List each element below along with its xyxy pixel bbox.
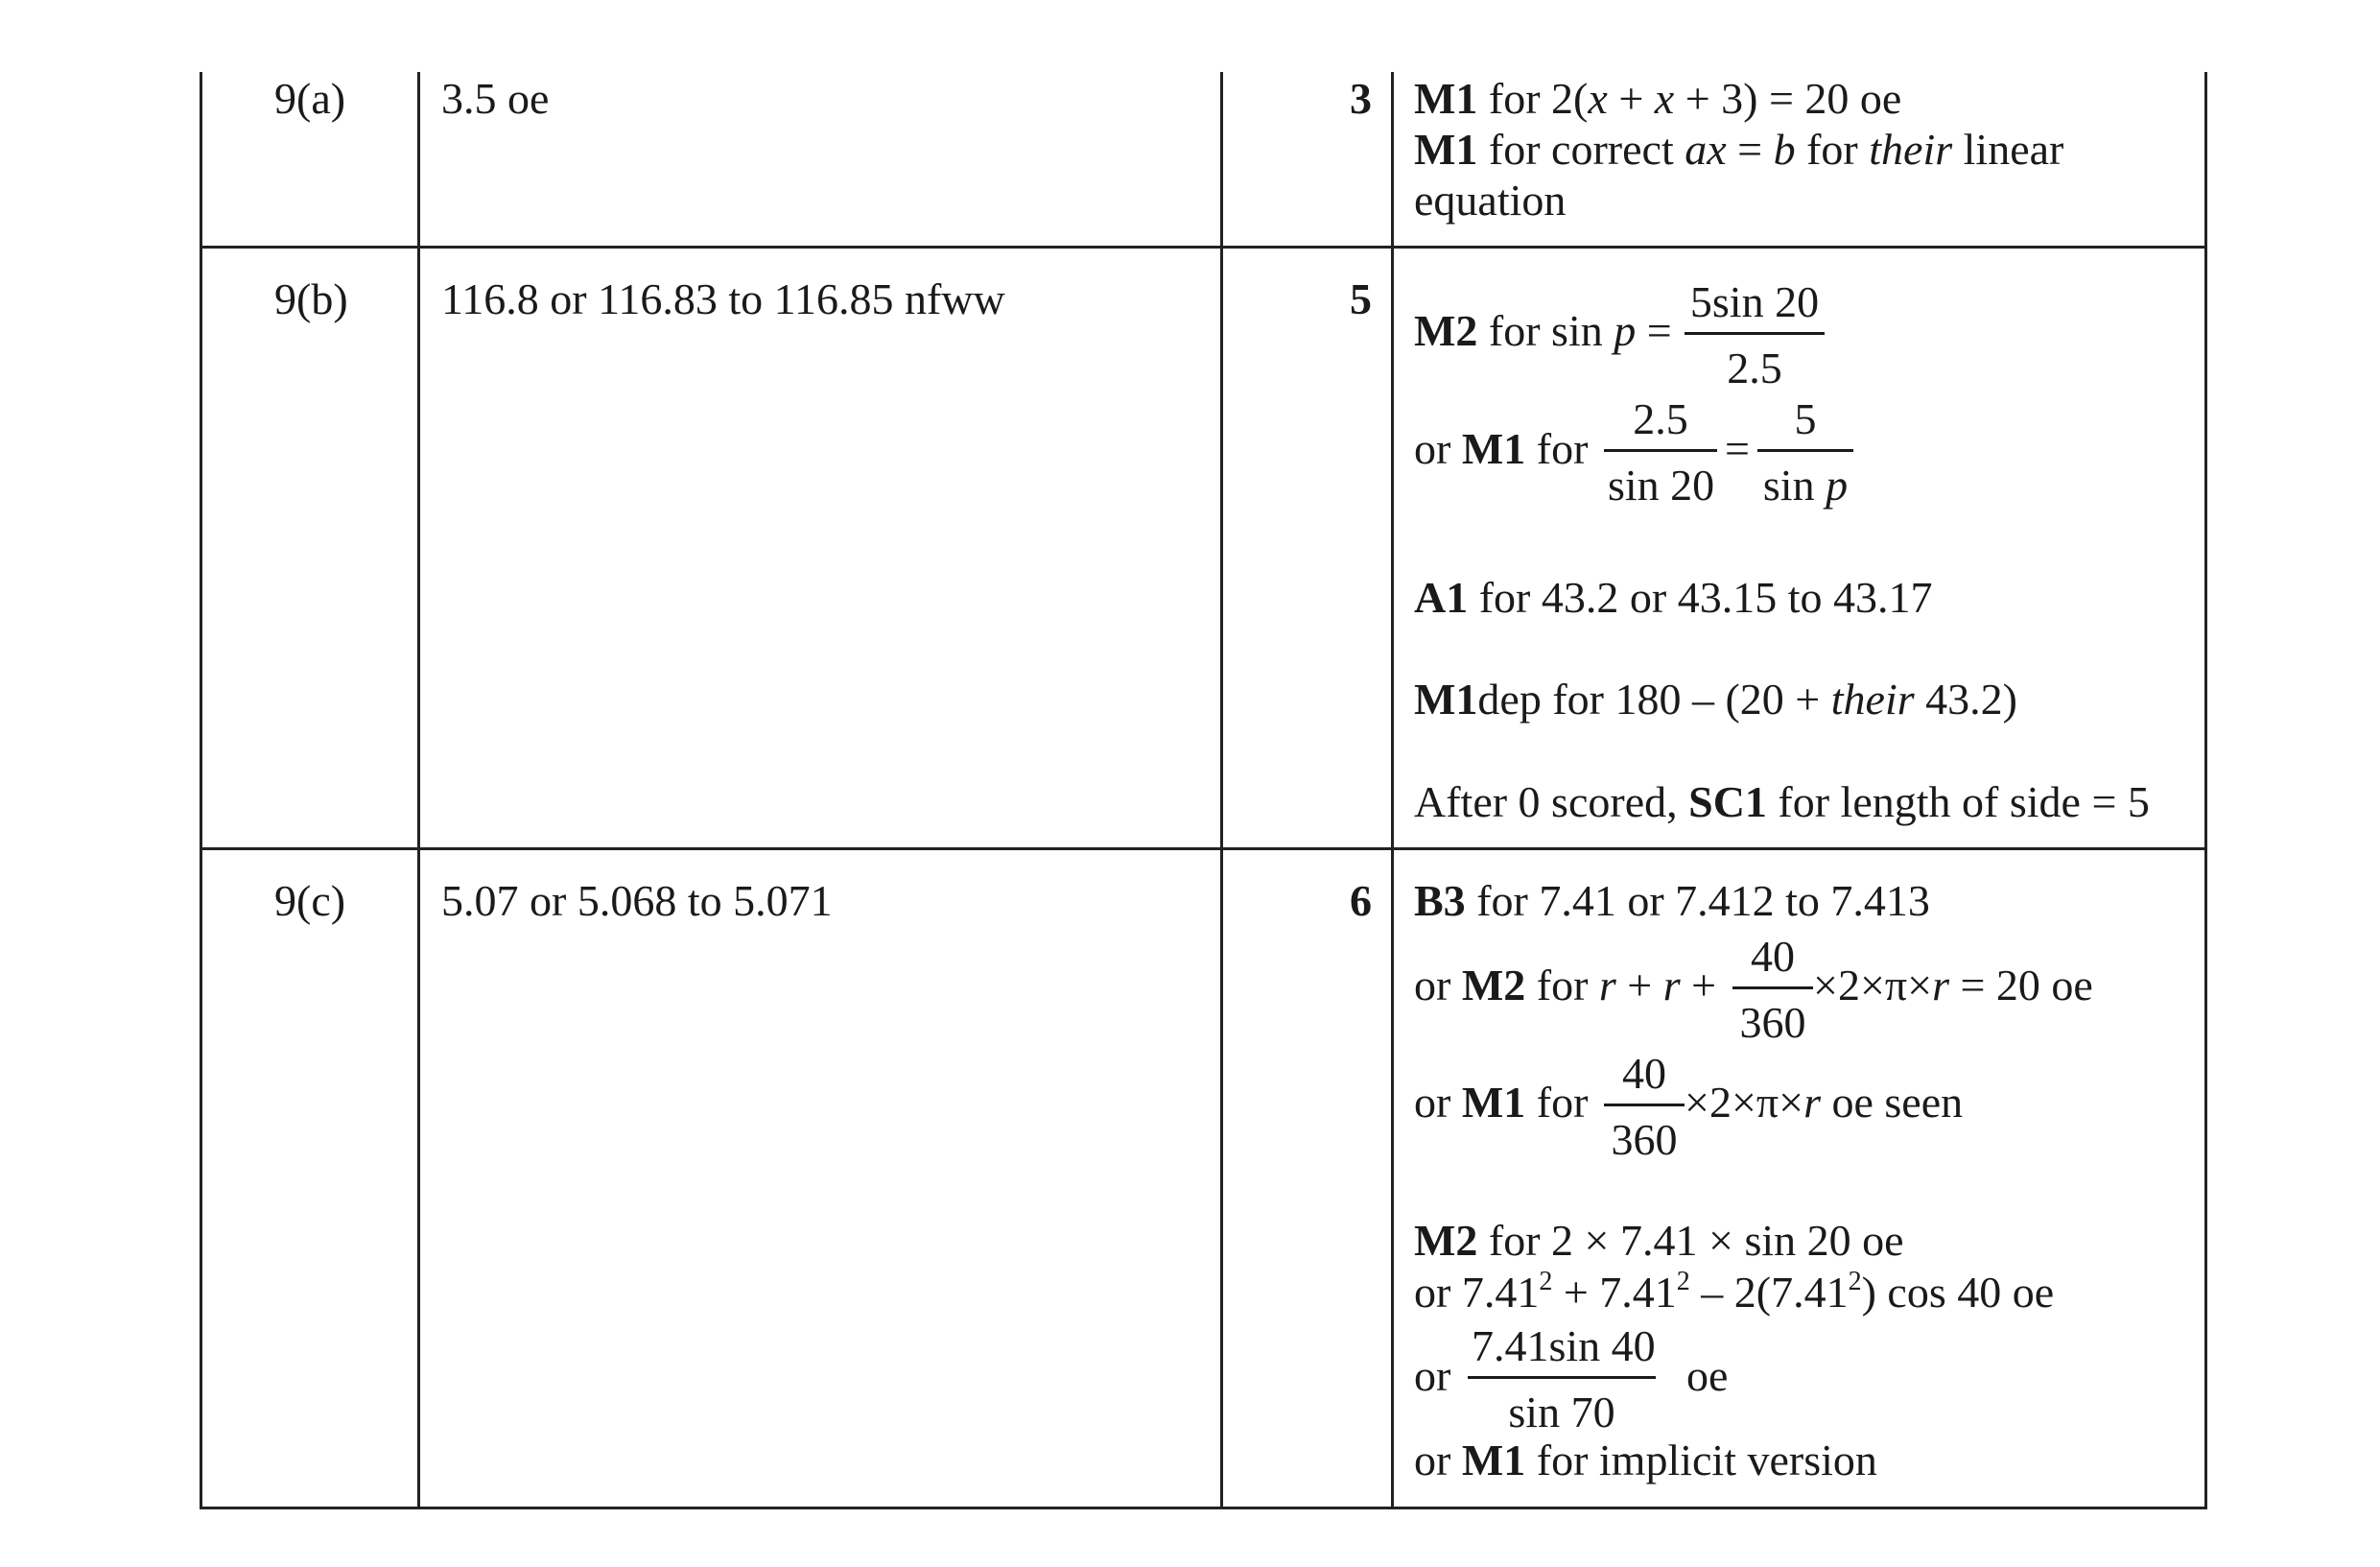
marks: 3 [1350, 74, 1372, 123]
question-part: 9(b) [274, 274, 348, 323]
guidance-line: ×2×π×r = 20 oe [1813, 961, 2093, 1009]
guidance-line: or M1 for [1414, 1078, 1589, 1127]
guidance-line: After 0 scored, SC1 for length of side = 5 [1414, 777, 2150, 826]
guidance-line: or $7.41^2 + 7.41^2 - 2(7.41^2)$ cos 40 oe [1414, 1266, 2055, 1317]
fraction: 5sin 20 2.5 [1685, 278, 1825, 392]
row-divider [200, 847, 2207, 850]
guidance-line: equation [1414, 176, 1567, 225]
fraction: 40 360 [1732, 933, 1813, 1047]
guidance-line: or M1 for implicit version [1414, 1436, 1877, 1484]
guidance-line: M1 for 2(x + x + 3) = 20 oe [1414, 74, 1902, 123]
column-divider [1391, 72, 1394, 1509]
row-divider [200, 246, 2207, 249]
guidance-line: or M2 for r + r + [1414, 961, 1717, 1009]
guidance-line: M2 for 2 × 7.41 × sin 20 oe [1414, 1216, 1904, 1265]
guidance-line: M2 for sin p = [1414, 306, 1672, 355]
guidance-line: or [1414, 1351, 1451, 1400]
column-divider [417, 72, 420, 1509]
fraction: 40 360 [1604, 1050, 1685, 1164]
guidance-line: ×2×π×r oe seen [1685, 1078, 1964, 1127]
column-divider [1220, 72, 1223, 1509]
guidance-line: oe [1686, 1351, 1729, 1400]
answer: 116.8 or 116.83 to 116.85 nfww [441, 274, 1005, 323]
equals-sign: = [1725, 424, 1750, 473]
fraction: 7.41sin 40 sin 70 [1468, 1322, 1656, 1436]
fraction: 2.5 sin 20 [1604, 395, 1717, 510]
table-bottom-border [200, 1507, 2207, 1509]
question-part: 9(a) [274, 74, 346, 123]
guidance-line: M1dep for 180 – (20 + their 43.2) [1414, 675, 2017, 724]
answer: 3.5 oe [441, 74, 550, 123]
marks: 6 [1350, 876, 1372, 925]
guidance-line: M1 for correct ax = b for their linear [1414, 125, 2064, 174]
table-right-border [2204, 72, 2207, 1509]
guidance-line: A1 for 43.2 or 43.15 to 43.17 [1414, 573, 1933, 622]
marks: 5 [1350, 274, 1372, 323]
guidance-line: B3 for 7.41 or 7.412 to 7.413 [1414, 876, 1930, 925]
guidance-line: or M1 for [1414, 424, 1589, 473]
fraction: 5 sin p [1757, 395, 1853, 510]
question-part: 9(c) [274, 876, 346, 925]
answer: 5.07 or 5.068 to 5.071 [441, 876, 833, 925]
table-left-border [200, 72, 202, 1509]
